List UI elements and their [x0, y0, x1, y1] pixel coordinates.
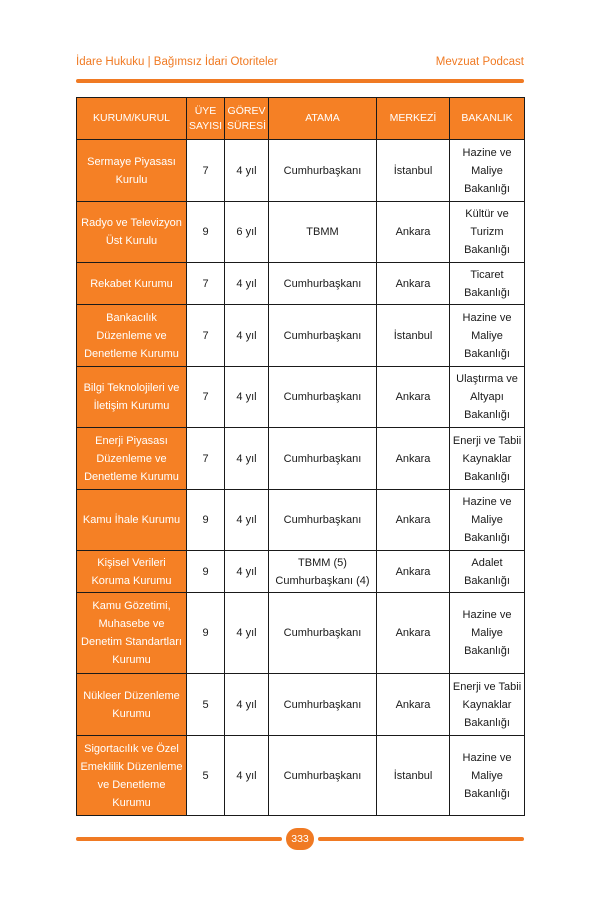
cell-kurum: Bankacılık Düzenleme ve Denetleme Kurumu — [77, 305, 187, 367]
column-header-bakanlik: BAKANLIK — [450, 98, 525, 140]
cell-bakanlik: Ticaret Bakanlığı — [450, 263, 525, 305]
column-header-atama: ATAMA — [269, 98, 377, 140]
cell-atama: Cumhurbaşkanı — [269, 263, 377, 305]
cell-kurum: Radyo ve Televizyon Üst Kurulu — [77, 202, 187, 263]
cell-uye-sayisi: 7 — [187, 263, 225, 305]
cell-atama: Cumhurbaşkanı — [269, 428, 377, 490]
column-header-gorev-suresi: GÖREV SÜRESİ — [225, 98, 269, 140]
cell-uye-sayisi: 5 — [187, 736, 225, 816]
cell-merkezi: Ankara — [377, 551, 450, 593]
table-row — [77, 490, 525, 551]
cell-bakanlik: Hazine ve Maliye Bakanlığı — [450, 305, 525, 367]
cell-bakanlik: Kültür ve Turizm Bakanlığı — [450, 202, 525, 263]
cell-bakanlik: Enerji ve Tabii Kaynaklar Bakanlığı — [450, 428, 525, 490]
cell-bakanlik: Hazine ve Maliye Bakanlığı — [450, 140, 525, 202]
cell-kurum: Nükleer Düzenleme Kurumu — [77, 674, 187, 736]
footer-divider-left — [76, 837, 282, 841]
cell-uye-sayisi: 7 — [187, 367, 225, 428]
cell-kurum: Sermaye Piyasası Kurulu — [77, 140, 187, 202]
cell-atama: Cumhurbaşkanı — [269, 367, 377, 428]
cell-atama: Cumhurbaşkanı — [269, 490, 377, 551]
cell-kurum: Kamu İhale Kurumu — [77, 490, 187, 551]
column-header-merkezi: MERKEZİ — [377, 98, 450, 140]
cell-merkezi: Ankara — [377, 202, 450, 263]
cell-atama: Cumhurbaşkanı — [269, 674, 377, 736]
table-row — [77, 367, 525, 428]
cell-merkezi: Ankara — [377, 263, 450, 305]
cell-gorev-suresi: 4 yıl — [225, 367, 269, 428]
cell-merkezi: İstanbul — [377, 305, 450, 367]
table-row — [77, 140, 525, 202]
cell-uye-sayisi: 9 — [187, 202, 225, 263]
cell-gorev-suresi: 4 yıl — [225, 428, 269, 490]
cell-bakanlik: Adalet Bakanlığı — [450, 551, 525, 593]
cell-gorev-suresi: 4 yıl — [225, 140, 269, 202]
table-header-row — [77, 98, 525, 140]
column-header-uye-sayisi: ÜYE SAYISI — [187, 98, 225, 140]
table-row — [77, 263, 525, 305]
cell-uye-sayisi: 7 — [187, 305, 225, 367]
footer-divider-right — [318, 837, 524, 841]
cell-gorev-suresi: 4 yıl — [225, 490, 269, 551]
table-row — [77, 593, 525, 674]
cell-merkezi: İstanbul — [377, 140, 450, 202]
cell-uye-sayisi: 5 — [187, 674, 225, 736]
cell-bakanlik: Hazine ve Maliye Bakanlığı — [450, 490, 525, 551]
running-header-title: İdare Hukuku | Bağımsız İdari Otoriteler — [76, 56, 278, 68]
cell-kurum: Kamu Gözetimi, Muhasebe ve Denetim Standartları Kurumu — [77, 593, 187, 674]
table-row — [77, 736, 525, 816]
cell-kurum: Bilgi Teknolojileri ve İletişim Kurumu — [77, 367, 187, 428]
cell-bakanlik: Hazine ve Maliye Bakanlığı — [450, 736, 525, 816]
cell-gorev-suresi: 4 yıl — [225, 593, 269, 674]
table-row — [77, 202, 525, 263]
page-number-badge: 333 — [286, 828, 314, 850]
cell-merkezi: Ankara — [377, 490, 450, 551]
cell-atama: Cumhurbaşkanı — [269, 305, 377, 367]
cell-atama: TBMM (5) Cumhurbaşkanı (4) — [269, 551, 377, 593]
cell-gorev-suresi: 4 yıl — [225, 736, 269, 816]
cell-gorev-suresi: 4 yıl — [225, 551, 269, 593]
cell-kurum: Enerji Piyasası Düzenleme ve Denetleme Kurumu — [77, 428, 187, 490]
cell-gorev-suresi: 4 yıl — [225, 305, 269, 367]
cell-uye-sayisi: 9 — [187, 593, 225, 674]
cell-atama: TBMM — [269, 202, 377, 263]
cell-uye-sayisi: 7 — [187, 428, 225, 490]
cell-gorev-suresi: 6 yıl — [225, 202, 269, 263]
authorities-table — [76, 97, 525, 816]
cell-gorev-suresi: 4 yıl — [225, 674, 269, 736]
cell-merkezi: Ankara — [377, 674, 450, 736]
table-row — [77, 305, 525, 367]
cell-bakanlik: Hazine ve Maliye Bakanlığı — [450, 593, 525, 674]
cell-kurum: Kişisel Verileri Koruma Kurumu — [77, 551, 187, 593]
cell-kurum: Rekabet Kurumu — [77, 263, 187, 305]
cell-uye-sayisi: 7 — [187, 140, 225, 202]
cell-uye-sayisi: 9 — [187, 551, 225, 593]
cell-atama: Cumhurbaşkanı — [269, 593, 377, 674]
cell-uye-sayisi: 9 — [187, 490, 225, 551]
table-row — [77, 551, 525, 593]
running-header-brand: Mevzuat Podcast — [435, 56, 524, 68]
cell-merkezi: Ankara — [377, 428, 450, 490]
cell-kurum: Sigortacılık ve Özel Emeklilik Düzenleme ve Denetleme Kurumu — [77, 736, 187, 816]
header-divider — [76, 79, 524, 83]
cell-merkezi: İstanbul — [377, 736, 450, 816]
cell-merkezi: Ankara — [377, 593, 450, 674]
table-row — [77, 674, 525, 736]
column-header-kurum: KURUM/KURUL — [77, 98, 187, 140]
cell-bakanlik: Ulaştırma ve Altyapı Bakanlığı — [450, 367, 525, 428]
cell-atama: Cumhurbaşkanı — [269, 736, 377, 816]
cell-gorev-suresi: 4 yıl — [225, 263, 269, 305]
cell-bakanlik: Enerji ve Tabii Kaynaklar Bakanlığı — [450, 674, 525, 736]
table-row — [77, 428, 525, 490]
cell-atama: Cumhurbaşkanı — [269, 140, 377, 202]
cell-merkezi: Ankara — [377, 367, 450, 428]
